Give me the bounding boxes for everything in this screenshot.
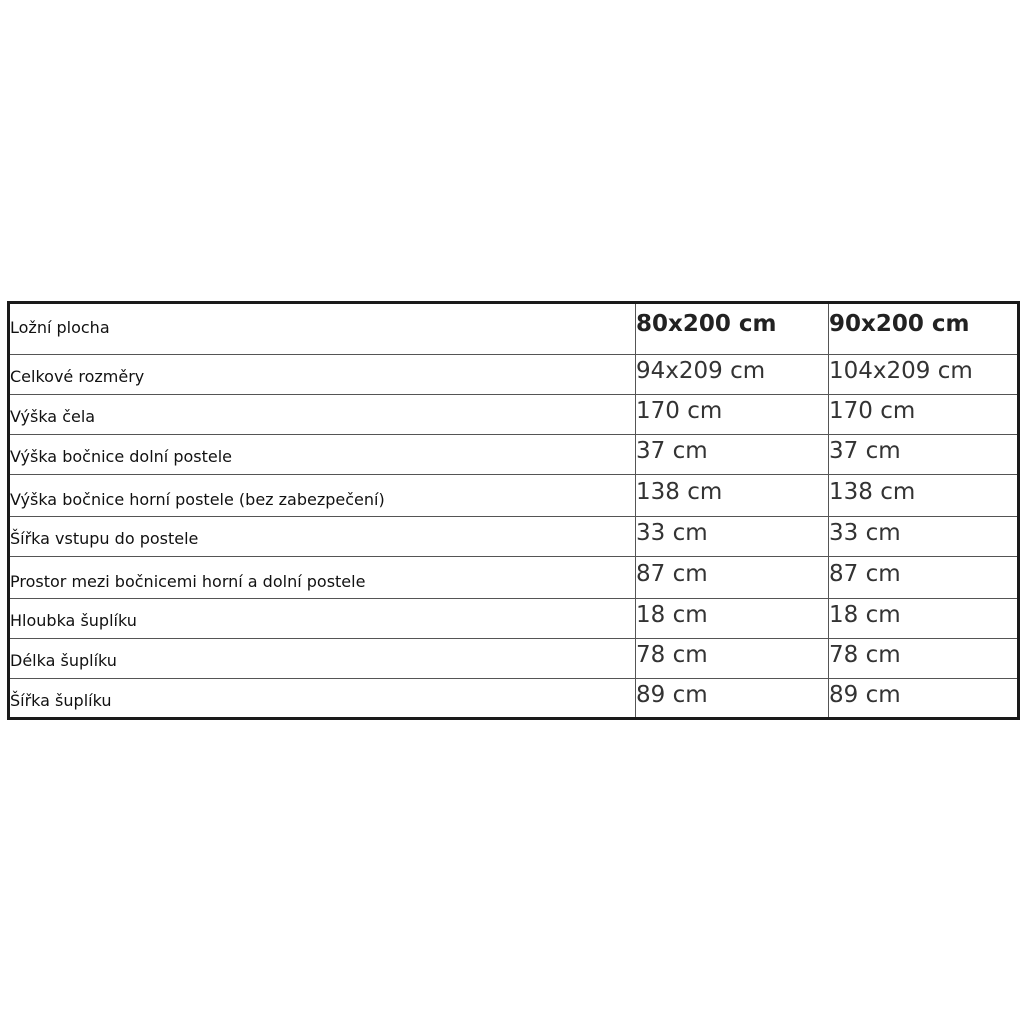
row-value-a: 170 cm: [636, 395, 829, 435]
row-value-a: 87 cm: [636, 557, 829, 599]
header-label: Ložní plocha: [9, 303, 636, 355]
row-value-b: 18 cm: [829, 599, 1019, 639]
row-value-b: 89 cm: [829, 679, 1019, 719]
row-label: Šířka šuplíku: [9, 679, 636, 719]
row-value-b: 87 cm: [829, 557, 1019, 599]
table-row: [9, 517, 1019, 557]
row-label: Šířka vstupu do postele: [9, 517, 636, 557]
table-row: [9, 679, 1019, 719]
row-value-b: 37 cm: [829, 435, 1019, 475]
table-row: [9, 395, 1019, 435]
table-header-row: [9, 303, 1019, 355]
table-row: [9, 435, 1019, 475]
row-label: Hloubka šuplíku: [9, 599, 636, 639]
row-value-a: 78 cm: [636, 639, 829, 679]
row-label: Délka šuplíku: [9, 639, 636, 679]
row-value-b: 170 cm: [829, 395, 1019, 435]
row-value-a: 89 cm: [636, 679, 829, 719]
row-label: Výška bočnice dolní postele: [9, 435, 636, 475]
header-size-90x200: 90x200 cm: [829, 303, 1019, 355]
table-row: [9, 599, 1019, 639]
table-row: [9, 475, 1019, 517]
row-value-a: 33 cm: [636, 517, 829, 557]
table-row: [9, 639, 1019, 679]
row-value-a: 94x209 cm: [636, 355, 829, 395]
row-label: Výška čela: [9, 395, 636, 435]
row-label: Celkové rozměry: [9, 355, 636, 395]
row-value-a: 138 cm: [636, 475, 829, 517]
row-value-b: 138 cm: [829, 475, 1019, 517]
row-label: Prostor mezi bočnicemi horní a dolní postele: [9, 557, 636, 599]
table-row: [9, 355, 1019, 395]
header-size-80x200: 80x200 cm: [636, 303, 829, 355]
row-value-a: 37 cm: [636, 435, 829, 475]
row-value-b: 78 cm: [829, 639, 1019, 679]
row-label: Výška bočnice horní postele (bez zabezpečení): [9, 475, 636, 517]
dimensions-table: [7, 301, 1020, 720]
row-value-b: 104x209 cm: [829, 355, 1019, 395]
row-value-b: 33 cm: [829, 517, 1019, 557]
row-value-a: 18 cm: [636, 599, 829, 639]
table-row: [9, 557, 1019, 599]
